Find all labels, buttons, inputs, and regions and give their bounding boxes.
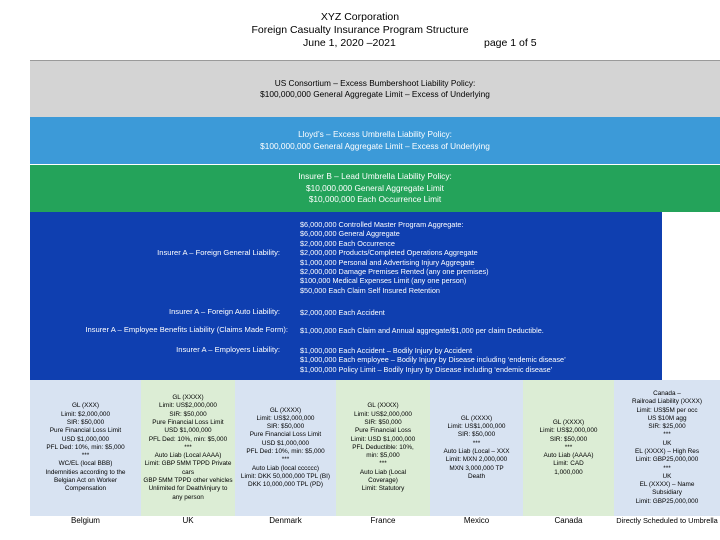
auto-liability-limit: $2,000,000 Each Accident	[300, 308, 385, 317]
policy-line: UK	[662, 472, 672, 480]
policy-line: GL (XXX)	[71, 402, 100, 410]
limit-line: $6,000,000 General Aggregate	[300, 229, 400, 239]
policy-line: 1,000,000	[554, 468, 583, 476]
excess-umbrella-line: $100,000,000 General Aggregate Limit – Excess of Underlying	[260, 140, 490, 151]
policy-line: PFL Ded: 10%, min: $5,000	[148, 435, 228, 443]
policy-line: USD $1,000,000	[164, 427, 212, 435]
policy-line: Limit: US$5M per occ	[636, 406, 698, 414]
program-date: June 1, 2020 –2021	[303, 37, 396, 49]
policy-line: Limit: US$2,000,000	[256, 414, 315, 422]
policy-line: Death	[467, 472, 486, 480]
country-label-canada: Canada	[554, 516, 583, 525]
policy-line: Compensation	[64, 485, 107, 493]
policy-line: Railroad Liability (XXXX)	[632, 398, 702, 406]
employee-benefits-limit: $1,000,000 Each Claim and Annual aggregate/$1,000 per claim Deductible.	[300, 326, 544, 335]
policy-line: ***	[564, 443, 573, 451]
policy-line: Subsidiary	[652, 489, 682, 497]
policy-line: cars	[181, 468, 195, 476]
policy-line: SIR: $50,000	[169, 410, 207, 418]
policy-line: Limit: US$2,000,000	[354, 410, 412, 418]
policy-line: Canada –	[653, 389, 681, 397]
page-number: page 1 of 5	[484, 37, 537, 49]
policy-line: SIR: $50,000	[457, 431, 496, 439]
policy-line: Limit: DKK 50,000,000 TPL (BI)	[240, 472, 331, 480]
policy-line: WC/EL (local BBB)	[58, 460, 113, 468]
policy-line: GL (XXXX)	[269, 406, 302, 414]
policy-line: SIR: $50,000	[266, 423, 305, 431]
policy-line: Auto Liab (local cccccc)	[251, 464, 320, 472]
policy-line: USD $1,000,000	[261, 439, 310, 447]
policy-line: GL (XXXX)	[172, 394, 204, 402]
policy-line: Limit: CAD	[553, 460, 584, 468]
policy-line: ***	[184, 443, 192, 451]
policy-line: SIR: $50,000	[364, 418, 402, 426]
limit-line: $2,000,000 Each Occurrence	[300, 238, 395, 248]
country-label-direct-umbrella: Directly Scheduled to Umbrella	[616, 516, 718, 525]
limit-line: $2,000,000 Products/Completed Operations Aggregate	[300, 248, 478, 258]
employers-liability-label: Insurer A – Employers Liability:	[176, 345, 280, 354]
policy-line: Pure Financial Loss Limit	[152, 418, 224, 426]
policy-line: ***	[379, 460, 387, 468]
policy-line: min: $5,000	[366, 452, 400, 460]
policy-line: EL (XXXX) – Name	[639, 481, 695, 489]
limit-line: $6,000,000 Controlled Master Program Aggregate:	[300, 220, 464, 229]
policy-line: ***	[663, 431, 671, 439]
excess-umbrella-line: Lloyd’s – Excess Umbrella Liability Policy:	[298, 129, 452, 139]
bumbershoot-layer	[30, 60, 720, 117]
local-policy-belgium	[30, 380, 141, 516]
policy-line: GL (XXXX)	[460, 414, 493, 422]
policy-line: DKK 10,000,000 TPL (PD)	[248, 481, 323, 489]
auto-liability-label: Insurer A – Foreign Auto Liability:	[168, 307, 280, 316]
primary-layer	[30, 212, 662, 380]
policy-line: Limit: GBP25,000,000	[635, 497, 699, 505]
excess-umbrella-layer	[30, 117, 720, 164]
company-title: XYZ Corporation	[320, 11, 400, 23]
policy-line: PFL Deductible: 10%,	[352, 443, 414, 451]
limit-line: $1,000,000 Personal and Advertising Injury Aggregate	[300, 257, 475, 267]
policy-line: Belgian Act on Worker	[53, 477, 118, 485]
policy-line: Coverage)	[368, 477, 398, 485]
policy-line: Limit: US$2,000,000	[159, 402, 217, 410]
country-label-france: France	[370, 516, 396, 525]
policy-line: SIR: $50,000	[66, 418, 105, 426]
local-policy-direct-umbrella	[614, 380, 720, 516]
bumbershoot-line: US Consortium – Excess Bumbershoot Liability Policy:	[274, 77, 476, 88]
policy-line: Limit: GBP25,000,000	[635, 456, 699, 464]
policy-line: Auto Liab (Local	[359, 468, 407, 476]
local-policy-mexico	[430, 380, 523, 516]
policy-line: MXN 3,000,000 TP	[449, 464, 504, 472]
policy-line: ***	[81, 452, 90, 460]
lead-umbrella-line: $10,000,000 General Aggregate Limit	[306, 182, 444, 193]
policy-line: PFL Ded: 10%, min: $5,000	[246, 448, 325, 455]
policy-line: Indemnities according to the	[45, 468, 126, 476]
limit-line: $1,000,000 Policy Limit – Bodily Injury by Disease including ‘endemic disease’	[300, 364, 553, 374]
policy-line: Limit: $2,000,000	[60, 410, 111, 418]
policy-line: ***	[663, 464, 671, 472]
general-liability-limits	[300, 220, 489, 295]
country-label-belgium: Belgium	[71, 516, 100, 525]
policy-line: ***	[472, 439, 481, 447]
country-label-mexico: Mexico	[463, 516, 490, 525]
policy-line: USD $1,000,000	[61, 435, 110, 443]
policy-line: Auto Liab (AAAA)	[543, 452, 594, 460]
policy-line: UK	[662, 439, 672, 447]
policy-line: Limit: US$1,000,000	[447, 423, 506, 431]
local-policy-canada	[523, 380, 614, 516]
limit-line: $1,000,000 Each Accident – Bodily Injury by Accident	[300, 346, 472, 355]
limit-line: $2,000,000 Damage Premises Rented (any one premises)	[300, 267, 489, 277]
limit-line: $1,000,000 Each employee – Bodily Injury by Disease including ‘endemic disease’	[300, 355, 566, 365]
policy-line: ***	[281, 456, 290, 464]
policy-line: Limit: US$2,000,000	[539, 427, 598, 435]
lead-umbrella-line: $10,000,000 Each Occurrence Limit	[308, 194, 442, 205]
policy-line: Limit: MXN 2,000,000	[445, 456, 508, 464]
local-policy-france	[336, 380, 430, 516]
policy-line: US $10M agg	[647, 414, 687, 422]
employee-benefits-label: Insurer A – Employee Benefits Liability (Claims Made Form):	[85, 325, 288, 334]
limit-line: $50,000 Each Claim Self Insured Retention	[300, 285, 440, 295]
country-label-denmark: Denmark	[269, 516, 302, 525]
limit-line: $100,000 Medical Expenses Limit (any one person)	[300, 276, 467, 286]
policy-line: PFL Ded: 10%, min: $5,000	[46, 443, 125, 451]
policy-line: EL (XXXX) – High Res	[634, 448, 700, 455]
policy-line: SIR: $50,000	[549, 435, 588, 443]
policy-line: any person	[172, 493, 204, 501]
policy-line: Unlimited for Death/injury to	[148, 485, 228, 493]
policy-line: Pure Financial Loss	[354, 427, 412, 435]
bumbershoot-line: $100,000,000 General Aggregate Limit – Excess of Underlying	[260, 89, 490, 99]
lead-umbrella-layer	[30, 165, 720, 212]
policy-line: Auto Liab (Local – XXX	[443, 448, 510, 455]
local-policy-denmark	[235, 380, 336, 516]
policy-line: Limit: USD $1,000,000	[350, 435, 416, 443]
policy-line: Pure Financial Loss Limit	[249, 431, 322, 439]
policy-line: GBP 5MM TPPD other vehicles	[143, 477, 233, 485]
policy-line: GL (XXXX)	[552, 418, 585, 426]
program-title: Foreign Casualty Insurance Program Structure	[251, 24, 469, 36]
country-label-uk: UK	[182, 516, 194, 525]
policy-line: Limit: GBP 5MM TPPD Private	[144, 460, 232, 468]
general-liability-label: Insurer A – Foreign General Liability:	[157, 248, 280, 257]
policy-line: Pure Financial Loss Limit	[49, 427, 122, 435]
policy-line: GL (XXXX)	[367, 402, 399, 410]
employers-liability-limits	[300, 346, 566, 374]
policy-line: SIR: $25,000	[648, 423, 686, 431]
policy-line: Limit: Statutory	[361, 485, 405, 493]
local-policy-uk	[141, 380, 235, 516]
policy-line: Auto Liab (Local AAAA)	[154, 452, 222, 460]
lead-umbrella-line: Insurer B – Lead Umbrella Liability Policy:	[298, 171, 452, 182]
